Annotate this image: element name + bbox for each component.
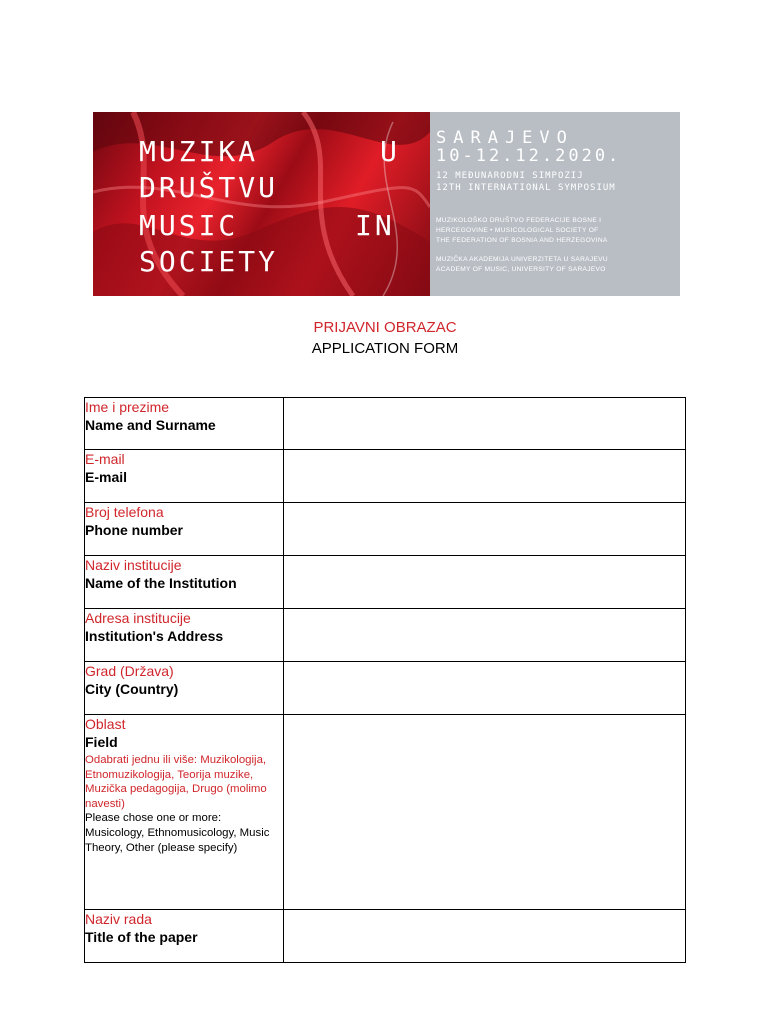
banner-org1-line1: MUZIKOLOŠKO DRUŠTVO FEDERACIJE BOSNE I [436, 217, 602, 224]
banner-artwork [93, 112, 430, 296]
email-field[interactable] [284, 450, 686, 503]
banner-title-line-2: DRUŠTVU [139, 171, 279, 204]
form-row-name [85, 398, 686, 450]
banner-symposium-en: 12TH INTERNATIONAL SYMPOSIUM [436, 183, 616, 193]
banner-title-line-4: SOCIETY [139, 245, 279, 278]
label-local: Adresa institucije [85, 610, 191, 626]
form-row-city [85, 662, 686, 715]
banner-title [93, 112, 430, 296]
form-row-phone [85, 503, 686, 556]
banner-title-line-3: MUSIC [139, 209, 239, 242]
research-field-field[interactable] [284, 715, 686, 910]
form-title-en: APPLICATION FORM [311, 340, 459, 357]
label-local: Oblast [85, 716, 126, 732]
form-label-cell [85, 503, 284, 556]
label-en: Title of the paper [85, 929, 198, 945]
form-label-cell [85, 398, 284, 450]
institution-address-field[interactable] [284, 609, 686, 662]
label-local: Grad (Država) [85, 663, 174, 679]
form-label-cell [85, 715, 284, 910]
field-instructions-local: Odabrati jednu ili više: Muzikologija, Etnomuzikologija, Teorija muzike, Muzička pedagogija, Drugo (molimo navesti) [85, 754, 267, 810]
form-label-cell [85, 662, 284, 715]
banner-title-line-u: U [380, 135, 400, 168]
label-en: E-mail [85, 469, 128, 485]
institution-name-field[interactable] [284, 556, 686, 609]
field-instructions-en: Please chose one or more: Musicology, Ethnomusicology, Music Theory, Other (please specify) [85, 812, 270, 854]
event-banner [93, 112, 680, 296]
label-en: Phone number [85, 522, 184, 538]
banner-title-line-1: MUZIKA [139, 135, 259, 168]
phone-field[interactable] [284, 503, 686, 556]
banner-dates: 10-12.12.2020. [436, 146, 622, 166]
city-country-field[interactable] [284, 662, 686, 715]
form-row-institution [85, 556, 686, 609]
banner-info-panel [430, 112, 680, 296]
form-row-field [85, 715, 686, 910]
label-en: Name of the Institution [85, 575, 237, 591]
name-surname-field[interactable] [284, 398, 686, 450]
label-local: Naziv institucije [85, 557, 182, 573]
form-row-paper-title [85, 910, 686, 963]
form-row-email [85, 450, 686, 503]
label-en: City (Country) [85, 681, 179, 697]
form-label-cell [85, 556, 284, 609]
banner-city: SARAJEVO [436, 128, 574, 148]
form-title-local: PRIJAVNI OBRAZAC [313, 319, 457, 336]
banner-org2-line2: ACADEMY OF MUSIC, UNIVERSITY OF SARAJEVO [436, 266, 606, 273]
banner-org2-line1: MUZIČKA AKADEMIJA UNIVERZITETA U SARAJEVU [436, 256, 608, 263]
label-local: Broj telefona [85, 504, 164, 520]
banner-symposium-local: 12 MEĐUNARODNI SIMPOZIJ [436, 171, 584, 181]
paper-title-field[interactable] [284, 910, 686, 963]
form-label-cell [85, 609, 284, 662]
form-label-cell [85, 910, 284, 963]
form-row-address [85, 609, 686, 662]
banner-org1-line2: HERCEGOVINE • MUSICOLOGICAL SOCIETY OF [436, 227, 599, 234]
banner-title-line-in: IN [355, 209, 395, 242]
label-en: Field [85, 734, 118, 750]
label-local: Naziv rada [85, 911, 152, 927]
application-form-table [84, 397, 686, 963]
label-en: Name and Surname [85, 417, 216, 433]
label-local: E-mail [85, 451, 125, 467]
form-label-cell [85, 450, 284, 503]
label-local: Ime i prezime [85, 399, 170, 415]
label-en: Institution's Address [85, 628, 224, 644]
banner-org1-line3: THE FEDERATION OF BOSNIA AND HERZEGOVINA [436, 237, 608, 244]
